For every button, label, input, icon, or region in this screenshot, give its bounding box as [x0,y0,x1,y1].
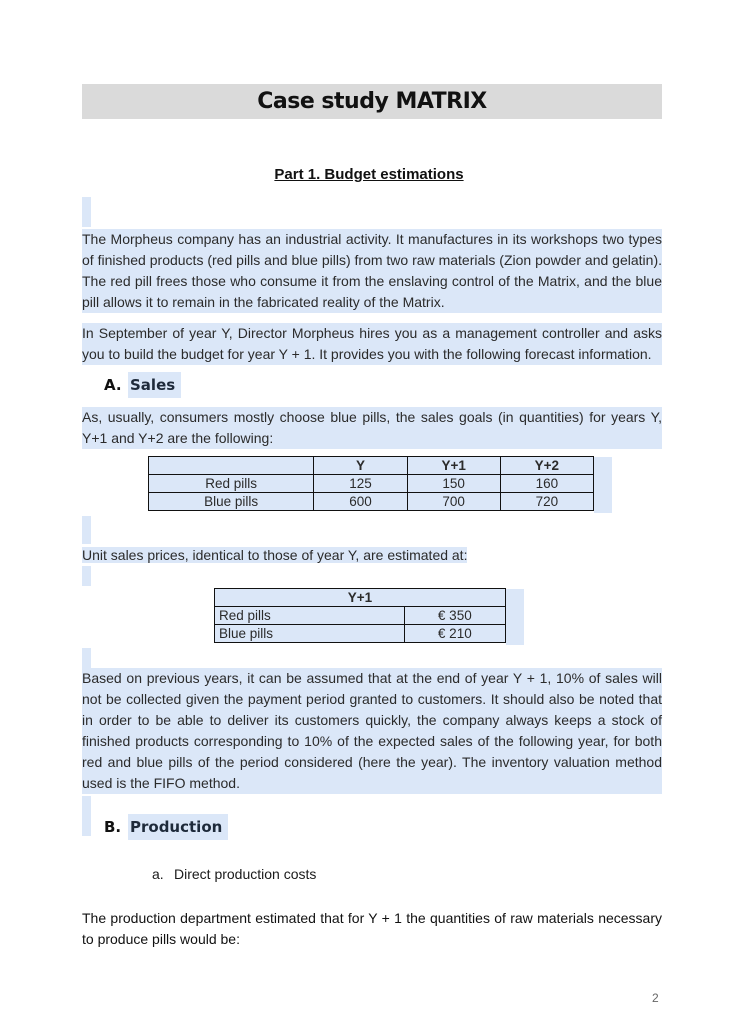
section-b-letter: B. [104,818,122,836]
table-cell: € 210 [404,625,505,643]
sales-intro-paragraph: As, usually, consumers mostly choose blue pills, the sales goals (in quantities) for years Y, Y+1 and Y+2 are the following: [82,407,662,449]
subsection-number: a. [152,866,164,882]
selection-marker [82,516,91,544]
table-cell: 125 [314,475,407,493]
table-cell: 150 [407,475,500,493]
intro-paragraph-1: The Morpheus company has an industrial activity. It manufactures in its workshops two types of finished products (red pills and blue pills) from two raw materials (Zion powder and gelatin). The red pill frees those who consume it from the enslaving control of the Matrix, and the blue pill allows it to remain in the fabricated reality of the Matrix. [82,229,662,313]
section-b-heading [104,818,228,836]
page-number: 2 [652,991,659,1005]
table-cell: € 350 [404,607,505,625]
table-header-cell: Y+2 [500,457,593,475]
subsection-a-heading [152,866,316,882]
table-header-cell: Y+1 [407,457,500,475]
collection-paragraph: Based on previous years, it can be assumed that at the end of year Y + 1, 10% of sales will not be collected given the payment period granted to customers. It should also be noted that in order to be able to deliver its customers quickly, the company always keeps a stock of finished products corresponding to 10% of the expected sales of the following year, for both red and blue pills of the period considered (here the year). The inventory valuation method used is the FIFO method. [82,668,662,794]
part-title: Part 1. Budget estimations [274,166,464,183]
table-header-row [149,457,594,475]
subsection-title: Direct production costs [174,866,317,882]
prices-text: Unit sales prices, identical to those of year Y, are estimated at: [82,547,468,563]
table-row [149,475,594,493]
intro-paragraph-2: In September of year Y, Director Morpheus hires you as a management controller and asks you to build the budget for year Y + 1. It provides you with the following forecast information. [82,323,662,365]
table-cell: Blue pills [215,625,405,643]
table-cell: 600 [314,493,407,511]
table-header-cell: Y+1 [215,589,506,607]
table-cell: 700 [407,493,500,511]
section-a-name: Sales [128,372,181,398]
unit-price-table [214,588,506,643]
table-header-row [215,589,506,607]
table-cell: Red pills [149,475,314,493]
table-header-cell [149,457,314,475]
selection-marker [82,648,91,668]
prices-paragraph [82,545,662,566]
section-b-name: Production [128,814,228,840]
selection-marker [82,197,91,227]
table-row [215,607,506,625]
section-a-letter: A. [104,376,122,394]
table-cell: 720 [500,493,593,511]
selection-tail [506,589,524,645]
table-cell: Blue pills [149,493,314,511]
section-a-heading [104,376,181,394]
table-cell: 160 [500,475,593,493]
table-row [149,493,594,511]
sales-goals-table [148,456,594,511]
table-row [215,625,506,643]
selection-marker [82,566,91,586]
table-header-cell: Y [314,457,407,475]
selection-tail [594,457,612,513]
selection-marker [82,796,91,836]
table-cell: Red pills [215,607,405,625]
production-paragraph: The production department estimated that for Y + 1 the quantities of raw materials necessary to produce pills would be: [82,910,662,947]
document-title: Case study MATRIX [82,84,662,119]
